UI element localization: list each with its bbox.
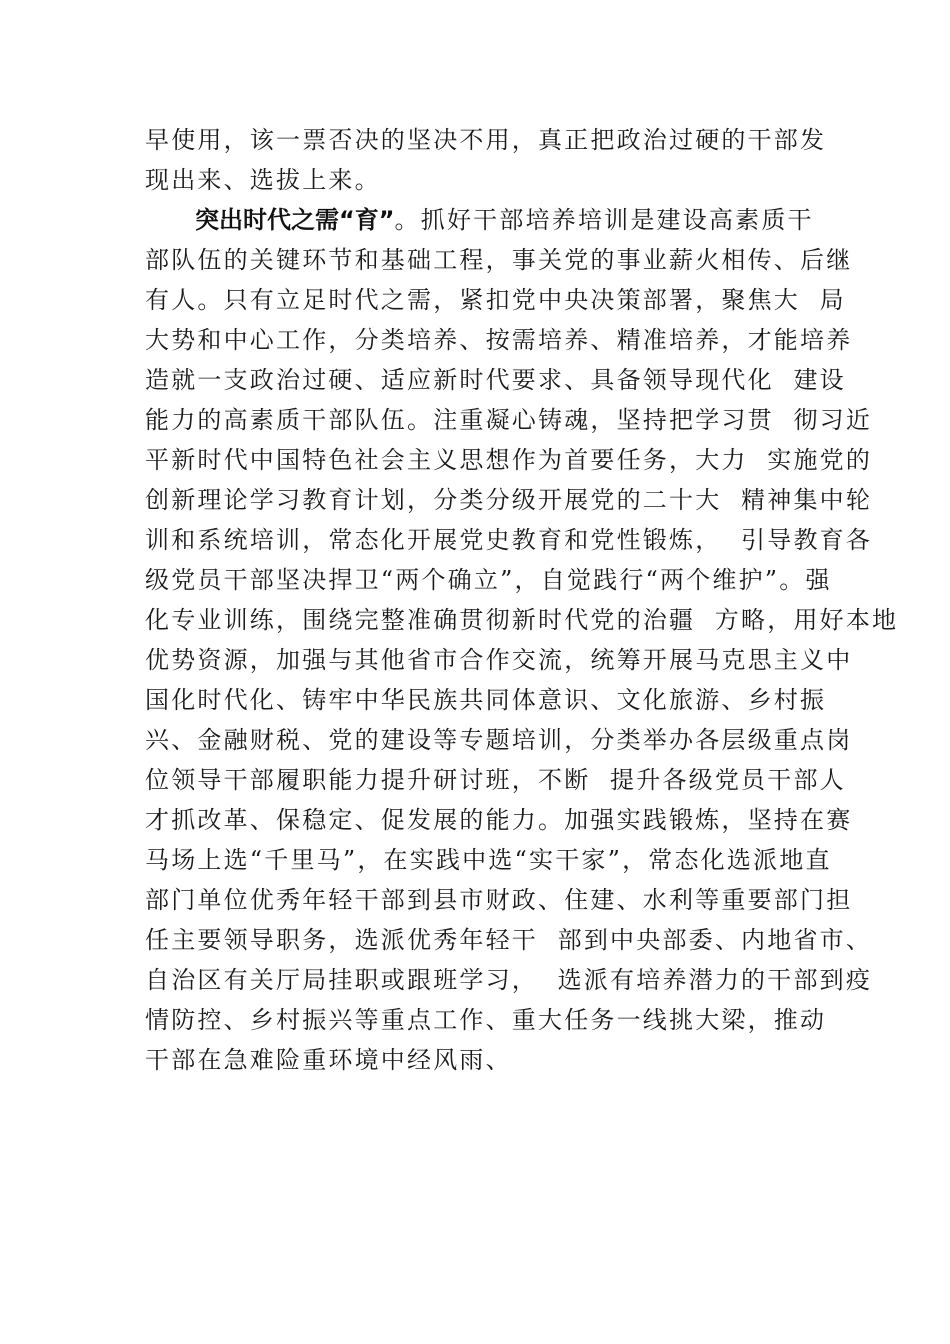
text-line: 才抓改革、保稳定、促发展的能力。加强实践锻炼，坚持在赛 [145, 806, 853, 834]
text-line: 造就一支政治过硬、适应新时代要求、具备领导现代化 建设 [145, 366, 846, 394]
text-line: 国化时代化、铸牢中华民族共同体意识、文化旅游、乡村振 [145, 686, 827, 714]
text-line: 大势和中心工作，分类培养、按需培养、精准培养，才能培养 [145, 326, 853, 354]
section-intro-text: 。抓好干部培养培训是建设高素质干 [394, 206, 814, 234]
section-heading: 突出时代之需“育” [195, 206, 395, 234]
text-line: 自治区有关厅局挂职或跟班学习， 选派有培养潜力的干部到疫 [145, 966, 873, 994]
text-line: 部门单位优秀年轻干部到县市财政、住建、水利等重要部门担 [145, 886, 853, 914]
text-line: 部队伍的关键环节和基础工程，事关党的事业薪火相传、后继 [145, 246, 853, 274]
text-line: 马场上选“千里马”，在实践中选“实干家”，常态化选派地直 [145, 846, 832, 874]
text-line: 创新理论学习教育计划，分类分级开展党的二十大 精神集中轮 [145, 486, 873, 514]
text-line: 优势资源，加强与其他省市合作交流，统筹开展马克思主义中 [145, 646, 853, 674]
section-paragraph-start [195, 200, 895, 240]
text-line: 早使用，该一票否决的坚决不用，真正把政治过硬的干部发 [145, 126, 827, 154]
text-line: 现出来、选拔上来。 [145, 166, 381, 194]
text-line: 有人。只有立足时代之需，紧扣党中央决策部署，聚焦大 局 [145, 286, 846, 314]
text-line: 任主要领导职务，选派优秀年轻干 部到中央部委、内地省市、 [145, 926, 873, 954]
text-line: 位领导干部履职能力提升研讨班，不断 提升各级党员干部人 [145, 766, 846, 794]
text-line: 能力的高素质干部队伍。注重凝心铸魂，坚持把学习贯 彻习近 [145, 406, 873, 434]
text-line: 训和系统培训，常态化开展党史教育和党性锻炼， 引导教育各 [145, 526, 873, 554]
text-line: 级党员干部坚决捍卫“两个确立”，自觉践行“两个维护”。强 [145, 566, 832, 594]
text-line: 平新时代中国特色社会主义思想作为首要任务，大力 实施党的 [145, 446, 873, 474]
text-line: 干部在急难险重环境中经风雨、 [145, 1046, 512, 1074]
text-line: 兴、金融财税、党的建设等专题培训，分类举办各层级重点岗 [145, 726, 853, 754]
text-line: 情防控、乡村振兴等重点工作、重大任务一线挑大梁，推动 [145, 1006, 827, 1034]
text-line: 化专业训练，围绕完整准确贯彻新时代党的治疆 方略，用好本地 [145, 606, 899, 634]
